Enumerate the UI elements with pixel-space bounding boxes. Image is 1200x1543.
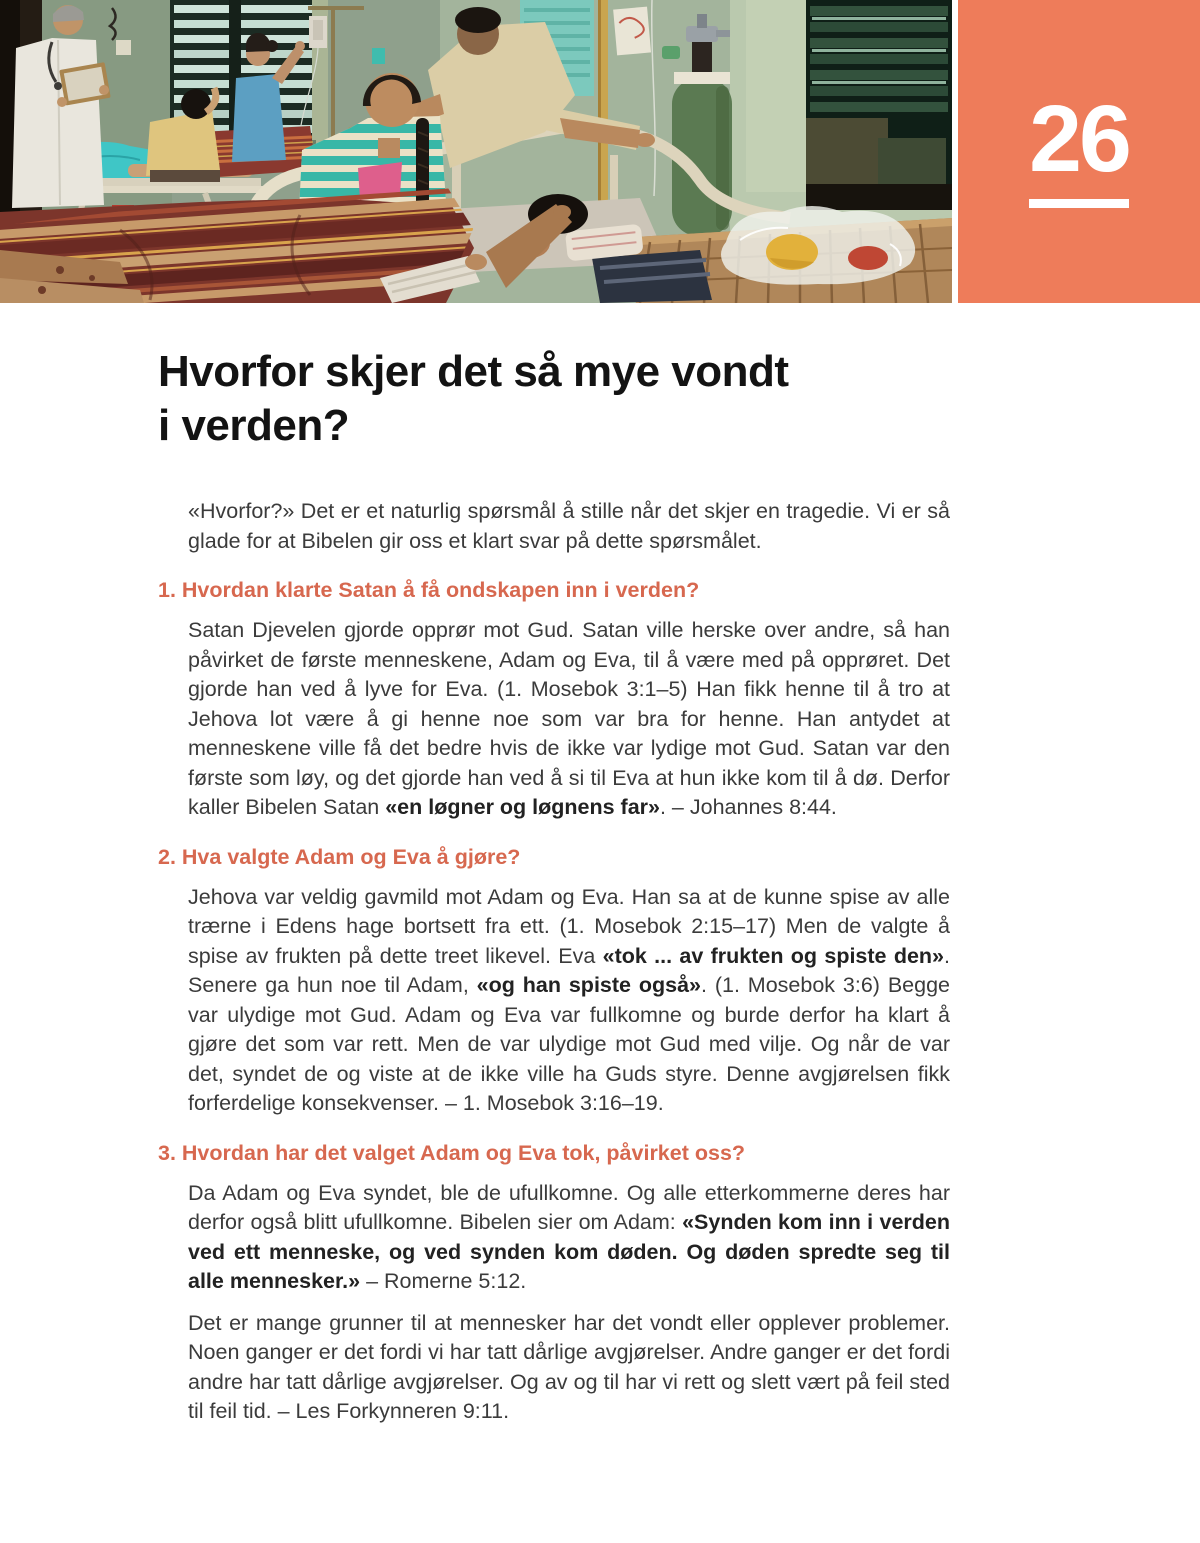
- page-title-line-1: Hvorfor skjer det så mye vondt: [158, 347, 789, 396]
- chapter-underline: [1029, 199, 1129, 208]
- intro-paragraph: «Hvorfor?» Det er et naturlig spørsmål å stille når det skjer en tragedie. Vi er så glade for at Bibelen gir oss et klart svar på dette spørsmålet.: [188, 499, 950, 553]
- chapter-number-badge: [958, 0, 1200, 303]
- striped-cloth: [592, 250, 712, 303]
- hero-photo: [0, 0, 952, 303]
- hospital-scene-illustration: [0, 0, 952, 303]
- chapter-number: 26: [1029, 86, 1129, 192]
- page-title: [158, 345, 950, 453]
- section-2-paragraph-1: Jehova var veldig gavmild mot Adam og Eva. Han sa at de kunne spise av alle trærne i Edens hage bortsett fra ett. (1. Mosebok 2:15–17) Men de valgte å spise av frukten på dette treet likevel. Eva «tok ... av frukten og spiste den». Senere ga hun noe til Adam, «og han spiste også». (1. Mosebok 3:6) Begge var ulydige mot Gud. Adam og Eva var fullkomne og burde derfor ha klart å gjøre det som var rett. Men de var ulydige mot Gud med vilje. Og når de var det, syndet de og viste at de ikke ville ha Guds styre. Denne avgjørelsen fikk forferdelige konsekvenser. – 1. Mosebok 3:16–19.: [188, 884, 950, 1115]
- plastic-bag: [721, 206, 915, 285]
- wall-hook: [372, 48, 385, 64]
- section-3-paragraph-2: Det er mange grunner til at mennesker har det vondt eller opplever problemer. Noen ganger er det fordi vi har tatt dårlige avgjørelser. Andre ganger er det fordi andre har tatt dårlige avgjørelser. Og av og til har vi rett og slett vært på feil sted til feil tid. – Les Forkynneren 9:11.: [188, 1310, 950, 1423]
- light-switch: [116, 40, 131, 55]
- section-1-paragraph-1: Satan Djevelen gjorde opprør mot Gud. Satan ville herske over andre, så han påvirket de første menneskene, Adam og Eva, til å være med på opprøret. Det gjorde han ved å lyve for Eva. (1. Mosebok 3:1–5) Han fikk henne til å tro at Jehova lot være å gi henne noe som var bra for henne. Han antydet at menneskene ville få det bedre hvis de ikke var lydige mot Gud. Satan var den første som løy, og det gjorde han ved å si til Eva at hun ikke kom til å dø. Derfor kaller Bibelen Satan «en løgner og løgnens far». – Johannes 8:44.: [188, 618, 950, 819]
- section-1-heading: 1. Hvordan klarte Satan å få ondskapen inn i verden?: [158, 578, 700, 602]
- section-3-heading: 3. Hvordan har det valget Adam og Eva tok, påvirket oss?: [158, 1140, 746, 1165]
- section-1: [158, 577, 950, 823]
- section-2: [158, 844, 950, 1119]
- section-3: [158, 1140, 950, 1427]
- article-content: [158, 345, 950, 1427]
- window-right: [746, 0, 952, 210]
- wall-paper: [613, 7, 651, 56]
- section-3-paragraph-1: Da Adam og Eva syndet, ble de ufullkomne. Og alle etterkommerne deres har derfor også blitt ufullkomne. Bibelen sier om Adam: «Synden kom inn i verden ved ett menneske, og ved synden kom døden. Og døden spredte seg til alle mennesker.» – Romerne 5:12.: [188, 1180, 950, 1293]
- page-title-line-2: i verden?: [158, 401, 350, 450]
- section-2-heading: 2. Hva valgte Adam og Eva å gjøre?: [158, 844, 521, 869]
